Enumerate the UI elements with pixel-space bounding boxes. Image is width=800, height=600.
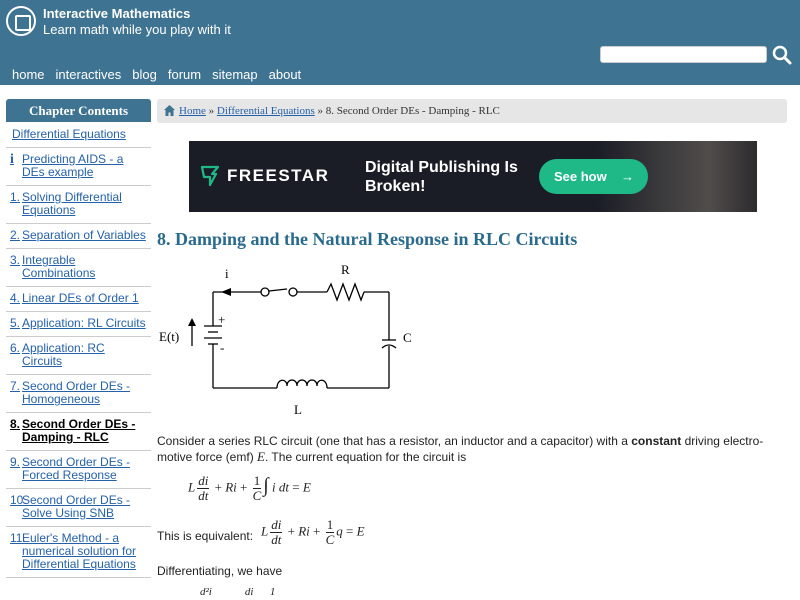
sidebar-item-rl-circuits[interactable]: [6, 312, 151, 337]
current-label: i: [225, 266, 229, 281]
sidebar-item-number: 10.: [10, 493, 27, 507]
search-icon[interactable]: [771, 44, 793, 66]
sidebar-item-label: Euler's Method - a numerical solution for Differential Equations: [22, 531, 137, 571]
home-icon[interactable]: [164, 105, 175, 116]
intro-text-bold: constant: [631, 434, 682, 448]
capacitor-label: C: [403, 330, 412, 345]
sidebar-item-number: 6.: [10, 341, 21, 355]
sidebar-item-number: 2.: [10, 228, 21, 242]
intro-paragraph: [157, 433, 787, 465]
sidebar-item-predicting-aids[interactable]: [6, 148, 151, 186]
sidebar-item-homogeneous[interactable]: [6, 375, 151, 413]
breadcrumb-home-link[interactable]: Home: [179, 105, 206, 117]
rlc-circuit-diagram: [157, 262, 427, 422]
sidebar-top-link[interactable]: Differential Equations: [6, 122, 151, 148]
sidebar-item-label: Second Order DEs - Homogeneous: [22, 379, 131, 406]
nav-about[interactable]: about: [268, 67, 302, 82]
ad-brand: FREESTAR: [227, 166, 330, 185]
sidebar-item-solve-snb[interactable]: [6, 489, 151, 527]
sidebar-item-rc-circuits[interactable]: [6, 337, 151, 375]
sidebar-item-label: Second Order DEs - Forced Response: [22, 455, 131, 482]
main-nav: [12, 67, 312, 82]
sidebar-item-damping-rlc[interactable]: [6, 413, 151, 451]
freestar-logo-icon: [200, 165, 220, 187]
sidebar-item-number: 9.: [10, 455, 21, 469]
sidebar-item-number: 7.: [10, 379, 21, 393]
site-title[interactable]: Interactive Mathematics: [43, 6, 191, 21]
nav-home[interactable]: home: [12, 67, 45, 82]
intro-text-a: Consider a series RLC circuit (one that has a resistor, an inductor and a capacitor) with a: [157, 434, 632, 448]
sidebar-item-eulers-method[interactable]: [6, 527, 151, 578]
sidebar-heading: Chapter Contents: [6, 99, 151, 122]
differentiating-text: Differentiating, we have: [157, 564, 283, 578]
breadcrumb: [157, 99, 787, 123]
nav-sitemap[interactable]: sitemap: [212, 67, 258, 82]
sidebar-item-label: Predicting AIDS - a DEs example: [22, 152, 124, 179]
sidebar-item-linear[interactable]: [6, 287, 151, 312]
nav-blog[interactable]: blog: [132, 67, 157, 82]
nav-interactives[interactable]: interactives: [55, 67, 122, 82]
sidebar-item-number: 8.: [10, 417, 21, 431]
sidebar-item-forced-response[interactable]: [6, 451, 151, 489]
sidebar-item-separation[interactable]: [6, 224, 151, 249]
battery-minus: -: [220, 340, 225, 355]
search-input[interactable]: [600, 46, 767, 63]
ad-cta-button[interactable]: [539, 159, 648, 194]
inductor-label: L: [294, 402, 302, 417]
sidebar-item-integrable[interactable]: [6, 249, 151, 287]
breadcrumb-section-link[interactable]: Differential Equations: [216, 105, 315, 117]
equation-charge: L $\frac{di}{dt}$ + Ri + $\frac{1}{C}$ q = E: [261, 517, 365, 547]
sidebar-item-number: 3.: [10, 253, 21, 267]
sidebar-item-label: Second Order DEs - Solve Using SNB: [22, 493, 131, 520]
intro-text-E: E: [257, 449, 265, 464]
sidebar-item-number: i: [10, 152, 14, 167]
chapter-sidebar: [6, 99, 151, 600]
site-logo-icon[interactable]: [6, 6, 36, 36]
intro-text-c: . The current equation for the circuit is: [264, 450, 467, 464]
equation-differentiated-partial: d²i di 1: [200, 586, 276, 598]
site-header: [0, 0, 800, 85]
sidebar-item-number: 11.: [10, 531, 26, 545]
sidebar-item-label: Integrable Combinations: [22, 253, 96, 280]
arrow-right-icon: →: [621, 169, 634, 184]
sidebar-item-label: Application: RL Circuits: [22, 316, 146, 330]
sidebar-item-number: 1.: [10, 190, 21, 204]
sidebar-item-solving-des[interactable]: [6, 186, 151, 224]
source-label: E(t): [159, 329, 180, 344]
breadcrumb-separator: »: [208, 105, 215, 117]
site-tagline: Learn math while you play with it: [43, 22, 231, 37]
ad-banner[interactable]: [189, 141, 757, 212]
sidebar-item-number: 5.: [10, 316, 21, 330]
sidebar-item-label: Solving Differential Equations: [22, 190, 122, 217]
nav-forum[interactable]: forum: [167, 67, 202, 82]
sidebar-item-label: Second Order DEs - Damping - RLC: [22, 417, 136, 444]
resistor-label: R: [341, 262, 350, 277]
battery-plus: +: [218, 312, 226, 327]
page-title: 8. Damping and the Natural Response in RLC Circuits: [157, 229, 578, 249]
intro-text-b: driving electro-motive force (emf): [157, 434, 764, 464]
equation-current: L $\frac{di}{dt}$ + Ri + $\frac{1}{C}$ ∫ i dt = E: [188, 473, 311, 503]
equivalent-text: [157, 528, 787, 544]
sidebar-item-label: Application: RC Circuits: [22, 341, 105, 368]
ad-headline: Digital Publishing Is Broken!: [365, 159, 518, 195]
sidebar-item-label: Separation of Variables: [22, 228, 146, 242]
sidebar-item-number: 4.: [10, 291, 21, 305]
ad-cta-label: See how: [554, 169, 607, 184]
equivalent-label: This is equivalent:: [157, 529, 254, 543]
breadcrumb-current: » 8. Second Order DEs - Damping - RLC: [317, 105, 500, 117]
sidebar-item-label: Linear DEs of Order 1: [22, 291, 139, 305]
